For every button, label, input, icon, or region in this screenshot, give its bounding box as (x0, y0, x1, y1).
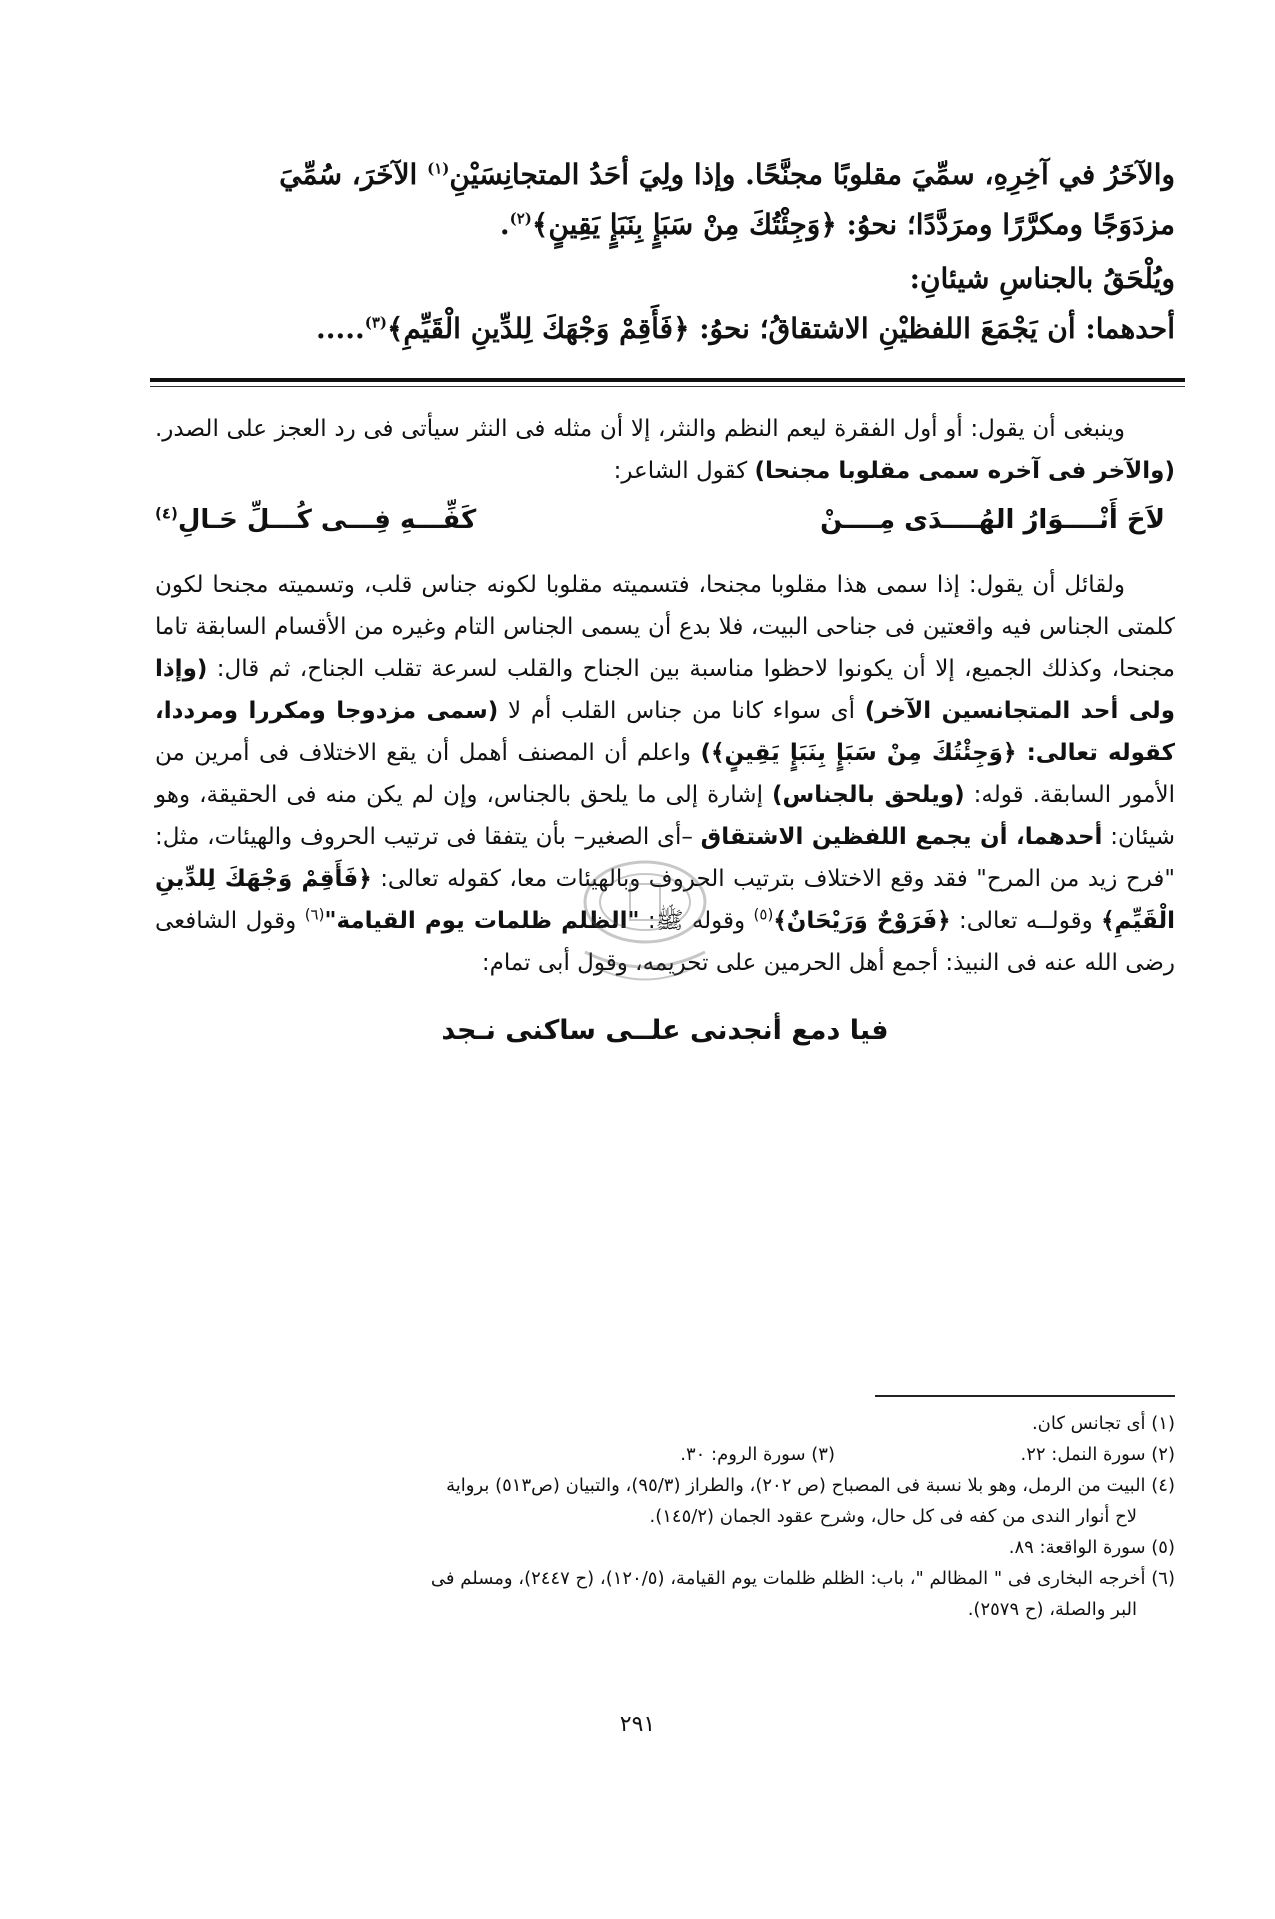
commentary-quote: (والآخر فى آخره سمى مقلوبا مجنحا) (754, 458, 1175, 484)
footnote: (٣) سورة الروم: ٣٠. (680, 1444, 835, 1465)
footnote-marker: (١) (427, 159, 450, 178)
commentary-span: إشارة إلى ما يلحق بالجناس، وإن لم يكن منه فى الحقيقة، وهو شيئان: (155, 782, 1176, 850)
commentary-span: وقول الشافعى رضى الله عنه فى النبيذ: أجمع أهل الحرمين على تحريمه، وقول أبى تمام: (155, 908, 1175, 976)
footnote: (٤) البيت من الرمل، وهو بلا نسبة فى المصباح (ص ٢٠٢)، والطراز (٩٥/٣)، والتبيان (ص٥١٣) برواية (446, 1475, 1175, 1496)
footnote-continuation: البر والصلة، (ح ٢٥٧٩). (967, 1599, 1137, 1620)
matn-text (170, 150, 1175, 354)
commentary-span: وقوله ﷺ: (647, 908, 746, 934)
footnote-row (155, 1439, 1175, 1470)
commentary-paragraph (155, 408, 1175, 492)
matn-heading (170, 254, 1175, 304)
section-divider-thin (150, 386, 1185, 387)
library-stamp-watermark (545, 842, 745, 992)
commentary-quote: ﴿فَأَقِمْ وَجْهَكَ لِلدِّينِ الْقَيِّمِ﴾ (155, 866, 1176, 934)
footnote: (٦) أخرجه البخارى فى " المظالم "، باب: الظلم ظلمات يوم القيامة، (١٢٠/٥)، (ح ٢٤٤٧)، ومسلم فى (430, 1568, 1175, 1589)
footnote-marker: (٦) (304, 905, 325, 924)
footnote-marker: (٣) (364, 313, 387, 332)
matn-line: مزدَوَجًا ومكرَّرًا ومرَدَّدًا؛ نحوُ: ﴿وَجِئْتُكَ مِنْ سَبَإٍ بِنَبَإٍ يَقِينٍ﴾$^{(٢)}$. (499, 208, 1175, 241)
matn-heading-text: ويُلْحَقُ بالجناسِ شيئانِ: (909, 262, 1175, 295)
matn-line-text: الآخَرَ، سُمِّيَ (279, 158, 418, 191)
verse-hemistich-second (155, 498, 476, 542)
matn-line-text: أحدهما: أن يَجْمَعَ اللفظيْنِ الاشتقاقُ؛ نحوُ: ﴿فَأَقِمْ وَجْهَكَ لِلدِّينِ الْقَيِّمِ﴾ (386, 312, 1175, 345)
commentary-span: أى سواء كانا من جناس القلب أم لا (508, 698, 856, 724)
commentary-quote: أحدهما، أن يجمع اللفظين الاشتقاق (700, 824, 1103, 850)
commentary-quote: "الظلم ظلمات يوم القيامة" (324, 908, 640, 934)
footnote: (١) أى تجانس كان. (1031, 1413, 1175, 1434)
commentary-span: وينبغى أن يقول: أو أول الفقرة ليعم النظم والنثر، إلا أن مثله فى النثر سيأتى فى رد العجز على الصدر. (155, 416, 1125, 442)
footnote-divider (875, 1395, 1175, 1397)
commentary-span: كقول الشاعر: (613, 458, 748, 484)
footnote: (٥) سورة الواقعة: ٨٩. (1008, 1537, 1175, 1558)
commentary-span: ولقائل أن يقول: إذا سمى هذا مقلوبا مجنحا، فتسميته مقلوبا لكونه جناس قلب، وتسميته مجنحا لكون كلمتى الجناس فيه واقعتين فى جناحى البيت، فلا بدع أن يسمى الجناس التام وغيره من الأقسام السابقة تاما مجنحا، وكذلك الجميع، إلا أن يكونوا لاحظوا مناسبة بين الجناح والقلب لسرعة تقلب الجناح، ثم قال: (155, 572, 1175, 682)
poetry-verse-centered: فيا دمع أنجدنى علــى ساكنى نـجد (441, 1015, 889, 1046)
footnote-marker: (٥) (753, 905, 774, 924)
poetry-verse (155, 498, 1175, 542)
matn-line (170, 304, 1175, 354)
commentary-span: –أى الصغير– بأن يتفقا فى ترتيب الحروف والهيئات، مثل: "فرح زيد من المرح" فقد وقع الاختلاف بترتيب الحروف وبالهيئات معا، كقوله تعالى: (155, 824, 1175, 892)
commentary-quote: (سمى مزدوجا ومكررا ومرددا، كقوله تعالى: ﴿وَجِئْتُكَ مِنْ سَبَإٍ بِنَبَإٍ يَقِينٍ﴾) (155, 698, 1175, 766)
matn-line-text: والآخَرُ في آخِرِهِ، سمِّيَ مقلوبًا مجنَّحًا. وإذا ولِيَ أحَدُ المتجانِسَيْنِ (449, 158, 1175, 191)
footnote-marker: (٤) (155, 504, 178, 523)
commentary-quote: (ويلحق بالجناس) (771, 782, 965, 808)
footnote-marker: (٢) (509, 209, 532, 228)
matn-line-text: مزدَوَجًا ومكرَّرًا ومرَدَّدًا؛ نحوُ: ﴿وَجِئْتُكَ مِنْ سَبَإٍ بِنَبَإٍ يَقِينٍ﴾ (531, 208, 1175, 241)
footnote: (٢) سورة النمل: ٢٢. (1020, 1444, 1175, 1465)
verse-hemistich-first: لاَحَ أَنْــــوَارُ الهُــــدَى مِــــنْ (820, 505, 1165, 535)
matn-ellipsis: ..... (315, 312, 365, 345)
commentary-quote: ﴿فَرَوْحٌ وَرَيْحَانٌ﴾ (773, 908, 951, 934)
commentary-span: واعلم أن المصنف أهمل أن يقع الاختلاف فى أمرين من الأمور السابقة. قوله: (155, 740, 1176, 808)
matn-line (170, 150, 1175, 200)
section-divider (150, 378, 1185, 382)
commentary-quote: (وإذا ولى أحد المتجانسين الآخر) (155, 656, 1175, 724)
footnotes (155, 1408, 1175, 1625)
commentary-span: وقولــه تعالى: (959, 908, 1093, 934)
footnote-continuation: لاح أنوار الندى من كفه فى كل حال، وشرح عقود الجمان (١٤٥/٢). (649, 1506, 1137, 1527)
page-number: ٢٩١ (619, 1712, 656, 1737)
verse-hemistich-text: كَفِّـــهِ فِـــى كُـــلِّ حَـالِ (177, 505, 477, 535)
